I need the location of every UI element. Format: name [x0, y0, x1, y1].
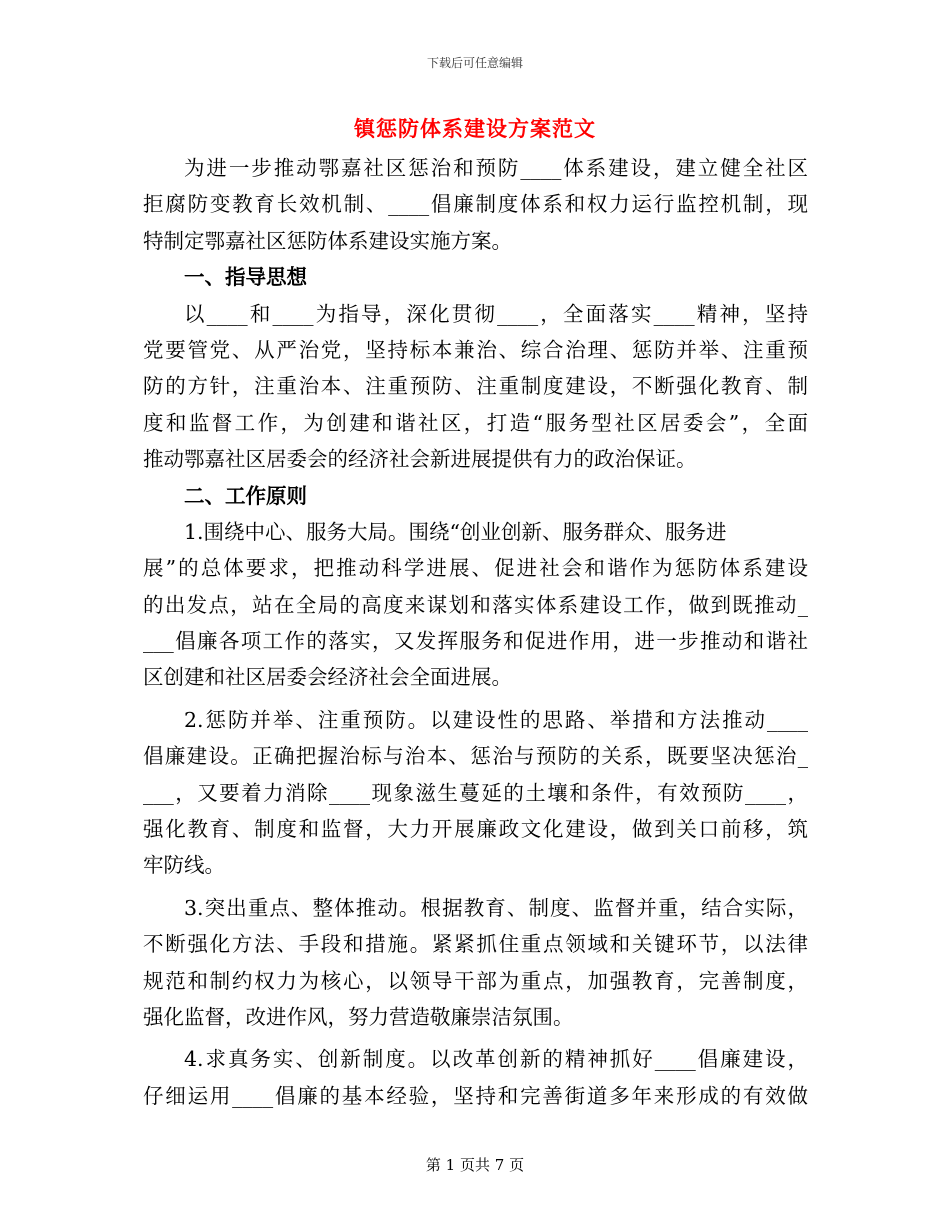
- text-line: 仔细运用____倡廉的基本经验，坚持和完善街道多年来形成的有效做: [143, 1083, 808, 1108]
- text-line: ___倡廉各项工作的落实，又发挥服务和促进作用，进一步推动和谐社: [143, 629, 808, 654]
- text-line: 4.求真务实、创新制度。以改革创新的精神抓好____倡廉建设，: [184, 1047, 808, 1072]
- section-heading: 一、指导思想: [184, 265, 307, 290]
- text-line: 展”的总体要求，把推动科学进展、促进社会和谐作为惩防体系建设: [143, 556, 808, 581]
- text-line: 强化教育、制度和监督，大力开展廉政文化建设，做到关口前移，筑: [143, 817, 808, 842]
- text-line: 区创建和社区居委会经济社会全面进展。: [143, 665, 512, 690]
- text-line: 1.围绕中心、服务大局。围绕“创业创新、服务群众、服务进: [184, 519, 727, 544]
- text-line: 强化监督，改进作风，努力营造敬廉崇洁氛围。: [143, 1004, 574, 1029]
- text-line: 为进一步推动鄂嘉社区惩治和预防____体系建设，建立健全社区: [184, 156, 808, 180]
- text-line: 倡廉建设。正确把握治标与治本、惩治与预防的关系，既要坚决惩治_: [143, 744, 808, 769]
- text-line: 党要管党、从严治党，坚持标本兼治、综合治理、惩防并举、注重预: [143, 337, 808, 362]
- text-line: 度和监督工作，为创建和谐社区，打造“服务型社区居委会”，全面: [143, 410, 808, 435]
- section-heading: 二、工作原则: [184, 483, 307, 508]
- page-number: 第 1 页共 7 页: [425, 1156, 525, 1174]
- text-line: 3.突出重点、整体推动。根据教育、制度、监督并重，结合实际，: [184, 895, 808, 920]
- text-line: 不断强化方法、手段和措施。紧紧抓住重点领域和关键环节，以法律: [143, 932, 808, 957]
- header-note: 下载后可任意编辑: [426, 56, 523, 70]
- document-body: [143, 150, 808, 1114]
- document-title: 镇惩防体系建设方案范文: [354, 116, 596, 141]
- text-line: 牢防线。: [143, 853, 225, 878]
- text-line: 2.惩防并举、注重预防。以建设性的思路、举措和方法推动____: [184, 707, 808, 732]
- text-line: 特制定鄂嘉社区惩防体系建设实施方案。: [143, 228, 512, 253]
- text-line: 推动鄂嘉社区居委会的经济社会新进展提供有力的政治保证。: [143, 447, 697, 472]
- text-line: 的出发点，站在全局的高度来谋划和落实体系建设工作，做到既推动_: [143, 592, 808, 617]
- text-line: ___，又要着力消除____现象滋生蔓延的土壤和条件，有效预防____，: [143, 780, 808, 805]
- text-line: 规范和制约权力为核心，以领导干部为重点，加强教育，完善制度，: [143, 968, 808, 993]
- text-line: 拒腐防变教育长效机制、____倡廉制度体系和权力运行监控机制，现: [143, 192, 808, 217]
- text-line: 防的方针，注重治本、注重预防、注重制度建设，不断强化教育、制: [143, 374, 808, 399]
- text-line: 以____和____为指导，深化贯彻____，全面落实____精神，坚持: [184, 301, 808, 326]
